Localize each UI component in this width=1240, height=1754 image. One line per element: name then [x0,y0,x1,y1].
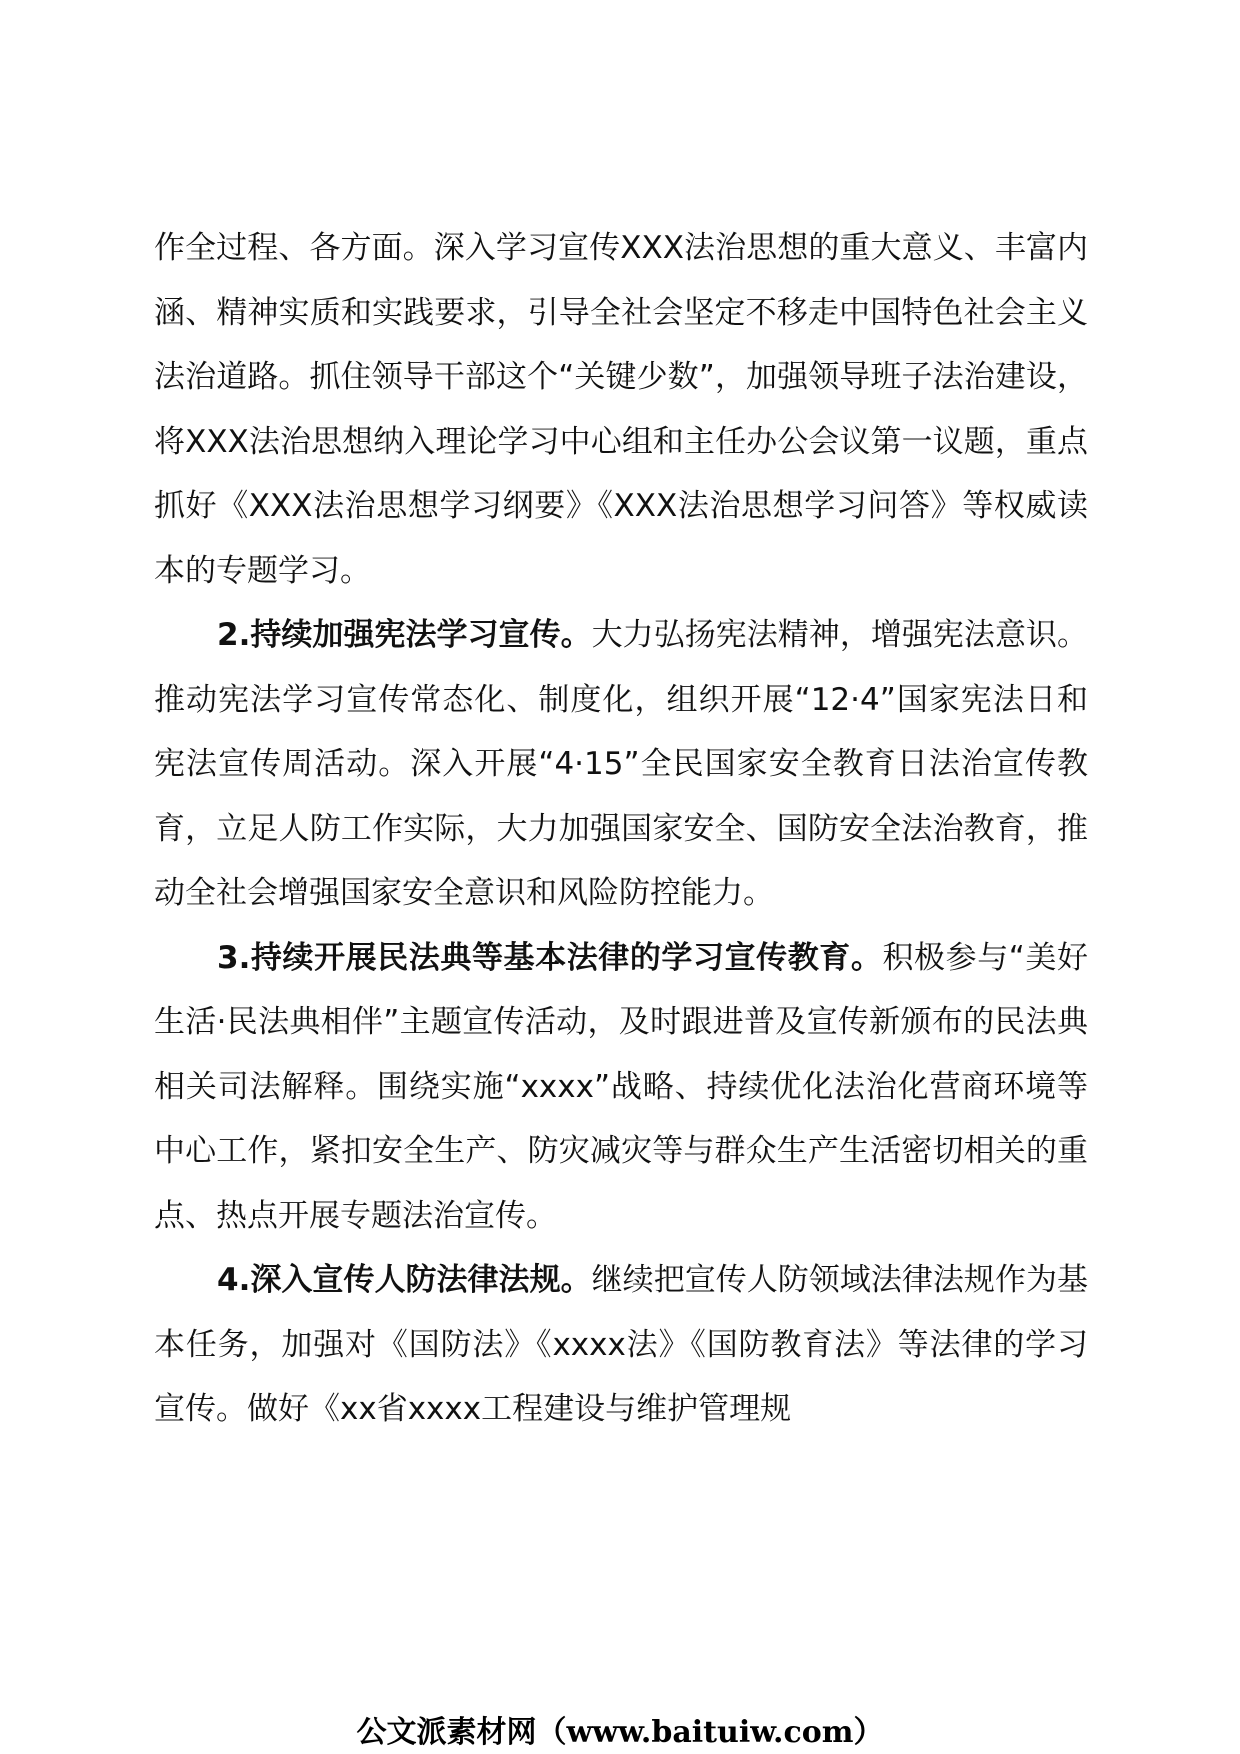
paragraph-1-text: 作全过程、各方面。深入学习宣传XXX法治思想的重大意义、丰富内涵、精神实质和实践要求，引导全社会坚定不移走中国特色社会主义法治道路。抓住领导干部这个“关键少数”，加强领导班子法治建设，将XXX法治思想纳入理论学习中心组和主任办公会议第一议题，重点抓好《XXX法治思想学习纲要》《XXX法治思想学习问答》等权威读本的专题学习。 [154,230,1088,589]
paragraph-4-text: 继续把宣传人防领域法律法规作为基本任务，加强对《国防法》《xxxx法》《国防教育法》等法律的学习宣传。做好《xx省xxxx工程建设与维护管理规 [154,1262,1088,1427]
paragraph-3-heading: 3.持续开展民法典等基本法律的学习宣传教育。 [217,939,883,976]
paragraph-1 [154,216,1088,603]
footer-watermark: 公文派素材网（www.baituiw.com） [356,1715,884,1750]
paragraph-3 [154,926,1088,1249]
paragraph-4-heading: 4.深入宣传人防法律法规。 [217,1262,592,1298]
paragraph-2-heading: 2.持续加强宪法学习宣传。 [217,617,592,653]
paragraph-3-text: 积极参与“美好生活·民法典相伴”主题宣传活动，及时跟进普及宣传新颁布的民法典相关司法解释。围绕实施“xxxx”战略、持续优化法治化营商环境等中心工作，紧扣安全生产、防灾减灾等与群众生产生活密切相关的重点、热点开展专题法治宣传。 [154,939,1088,1234]
paragraph-4 [154,1248,1088,1442]
paragraph-2 [154,603,1088,926]
document-body [154,216,1088,1442]
paragraph-2-text: 大力弘扬宪法精神，增强宪法意识。推动宪法学习宣传常态化、制度化，组织开展“12·4”国家宪法日和宪法宣传周活动。深入开展“4·15”全民国家安全教育日法治宣传教育，立足人防工作实际，大力加强国家安全、国防安全法治教育，推动全社会增强国家安全意识和风险防控能力。 [154,617,1088,911]
